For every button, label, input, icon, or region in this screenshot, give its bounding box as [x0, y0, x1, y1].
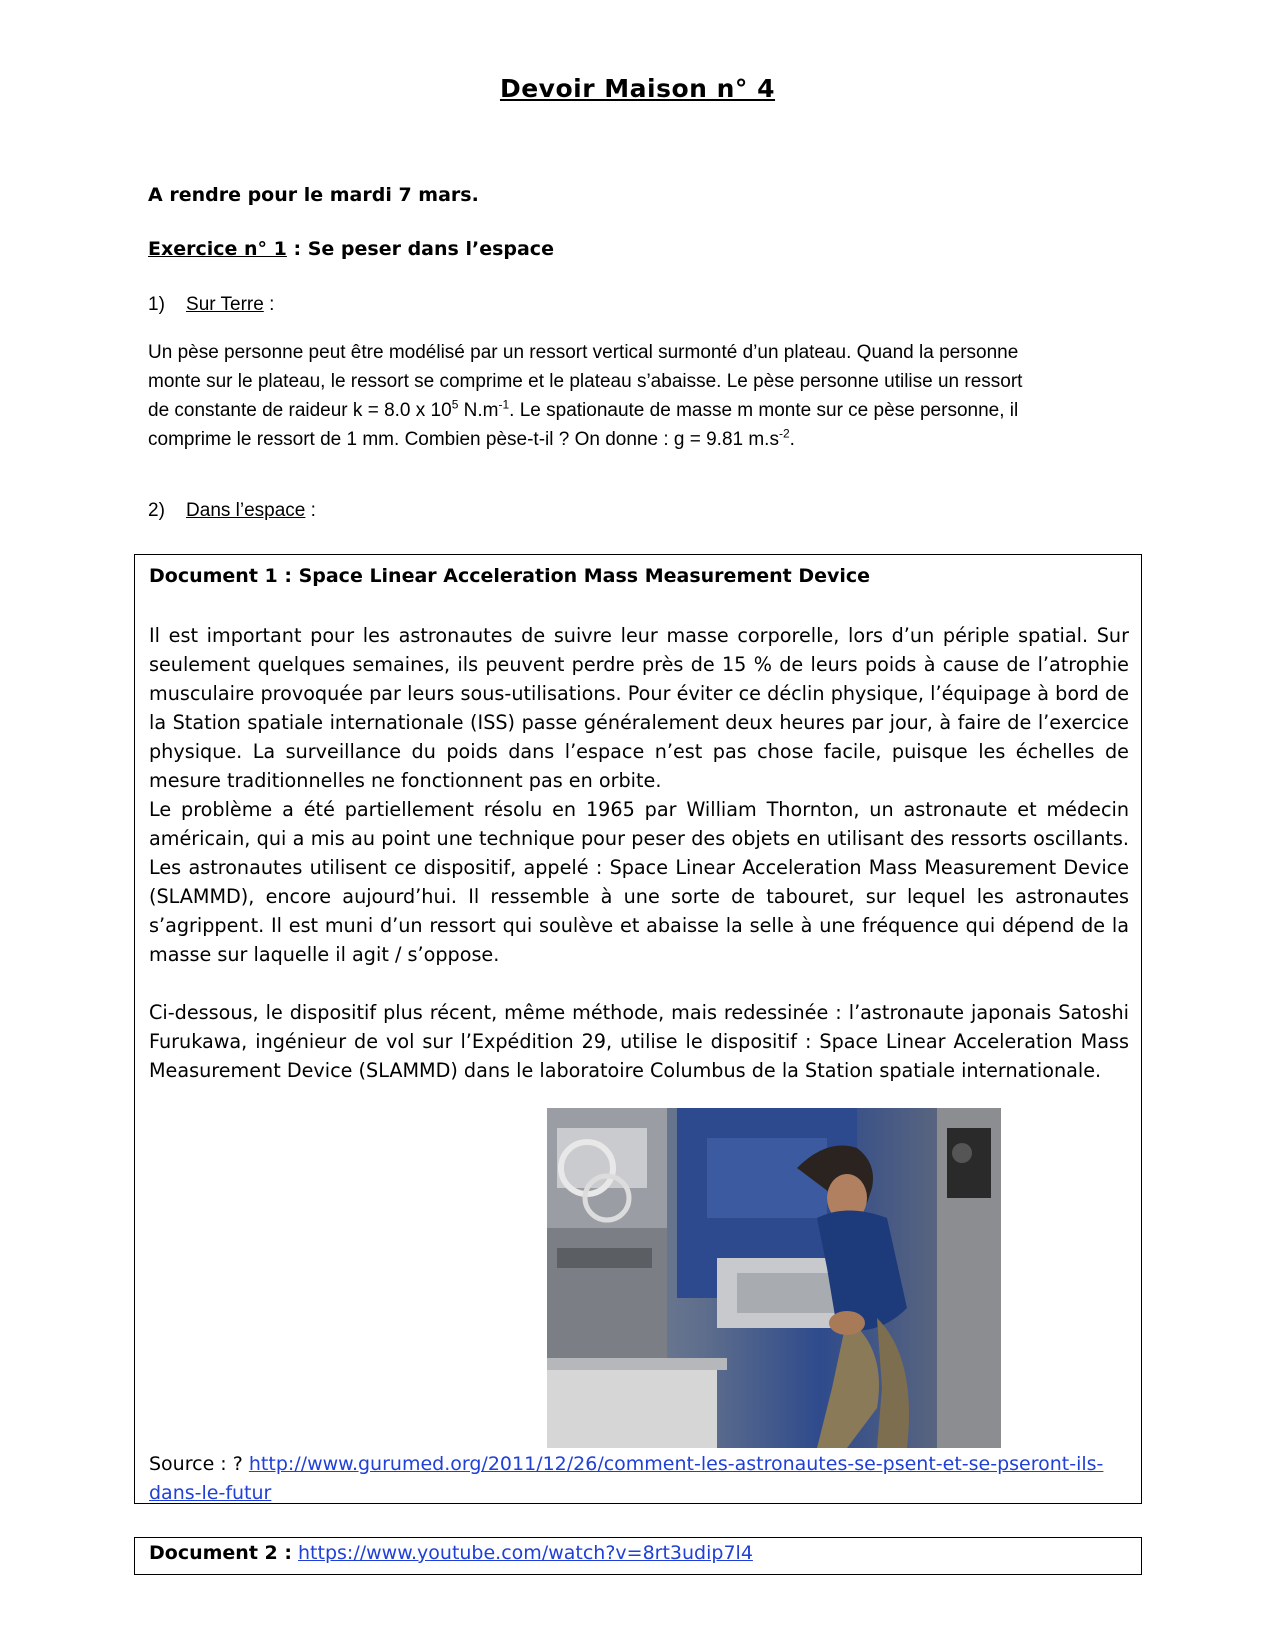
part1-line-3	[148, 396, 1130, 425]
document-2-label: Document 2 :	[149, 1542, 292, 1564]
part1-number: 1)	[148, 294, 165, 315]
part1-line-4	[148, 425, 1130, 454]
document-1-source	[149, 1450, 1129, 1508]
part1-line-4a: comprime le ressort de 1 mm. Combien pèse-t-il ? On donne : g = 9.81 m.s	[148, 429, 779, 450]
part1-line-4b: .	[789, 429, 795, 450]
due-date: A rendre pour le mardi 7 mars.	[148, 184, 479, 206]
part1-line-1: Un pèse personne peut être modélisé par un ressort vertical surmonté d’un plateau. Quand la personne	[148, 342, 1019, 363]
document-2-line	[149, 1542, 753, 1564]
part2-title: Dans l’espace	[186, 500, 306, 521]
exponent-5: 5	[451, 397, 459, 412]
part2-colon: :	[305, 500, 316, 521]
page-title: Devoir Maison n° 4	[499, 74, 776, 103]
document-1-paragraph-3: Ci-dessous, le dispositif plus récent, même méthode, mais redessinée : l’astronaute japonais Satoshi Furukawa, ingénieur de vol sur l’Expédition 29, utilise le dispositif : Space Linear Acceleration Mass Measurement Device (SLAMMD) dans le laboratoire Columbus de la Station spatiale internationale.	[149, 1001, 1129, 1082]
exponent-minus-1: -1	[498, 397, 510, 412]
exercise-label: Exercice n° 1	[148, 238, 287, 260]
part1-line-3c: . Le spationaute de masse m monte sur ce pèse personne, il	[509, 400, 1019, 421]
part1-line-3b: N.m	[458, 400, 499, 421]
exercise-heading	[148, 238, 554, 260]
part1-line-2: monte sur le plateau, le ressort se comprime et le plateau s’abaisse. Le pèse personne utilise un ressort	[148, 371, 1023, 392]
document-1-paragraph-1: Il est important pour les astronautes de suivre leur masse corporelle, lors d’un périple spatial. Sur seulement quelques semaines, ils peuvent perdre près de 15 % de leurs poids à cause de l’atrophie musculaire provoquée par leurs sous-utilisations. Pour éviter ce déclin physique, l’équipage à bord de la Station spatiale internationale (ISS) passe généralement deux heures par jour, à faire de l’exercice physique. La surveillance du poids dans l’espace n’est pas chose facile, puisque les échelles de mesure traditionnelles ne fonctionnent pas en orbite.	[149, 624, 1129, 792]
youtube-link[interactable]: https://www.youtube.com/watch?v=8rt3udip7l4	[298, 1542, 753, 1564]
source-label: Source : ?	[149, 1453, 249, 1475]
exercise-name: Se peser dans l’espace	[307, 238, 554, 260]
part1-line-3a: de constante de raideur k = 8.0 x 10	[148, 400, 452, 421]
part2-heading	[148, 500, 316, 522]
part1-paragraph	[148, 338, 1130, 454]
document-1-paragraph-2: Le problème a été partiellement résolu en 1965 par William Thornton, un astronaute et médecin américain, qui a mis au point une technique pour peser des objets en utilisant des ressorts oscillants. Les astronautes utilisent ce dispositif, appelé : Space Linear Acceleration Mass Measurement Device (SLAMMD), encore aujourd’hui. Il ressemble à une sorte de tabouret, sur lequel les astronautes s’agrippent. Il est muni d’un ressort qui soulève et abaisse la selle à une fréquence qui dépend de la masse sur laquelle il agit / s’oppose.	[149, 798, 1129, 966]
astronaut-photo	[547, 1108, 1001, 1448]
document-1-heading: Document 1 : Space Linear Acceleration Mass Measurement Device	[149, 565, 871, 587]
source-link[interactable]: http://www.gurumed.org/2011/12/26/comment-les-astronautes-se-psent-et-se-pseront-ils-dans-le-futur	[149, 1453, 1104, 1504]
document-1-body	[149, 621, 1129, 1085]
part1-colon: :	[263, 294, 275, 315]
part2-number: 2)	[148, 500, 165, 521]
document-1-box	[134, 554, 1142, 1504]
document-2-box	[134, 1537, 1142, 1575]
exponent-minus-2: -2	[778, 426, 790, 441]
exercise-sep: :	[286, 238, 308, 260]
part1-heading	[148, 294, 274, 316]
part1-title: Sur Terre	[186, 294, 264, 315]
